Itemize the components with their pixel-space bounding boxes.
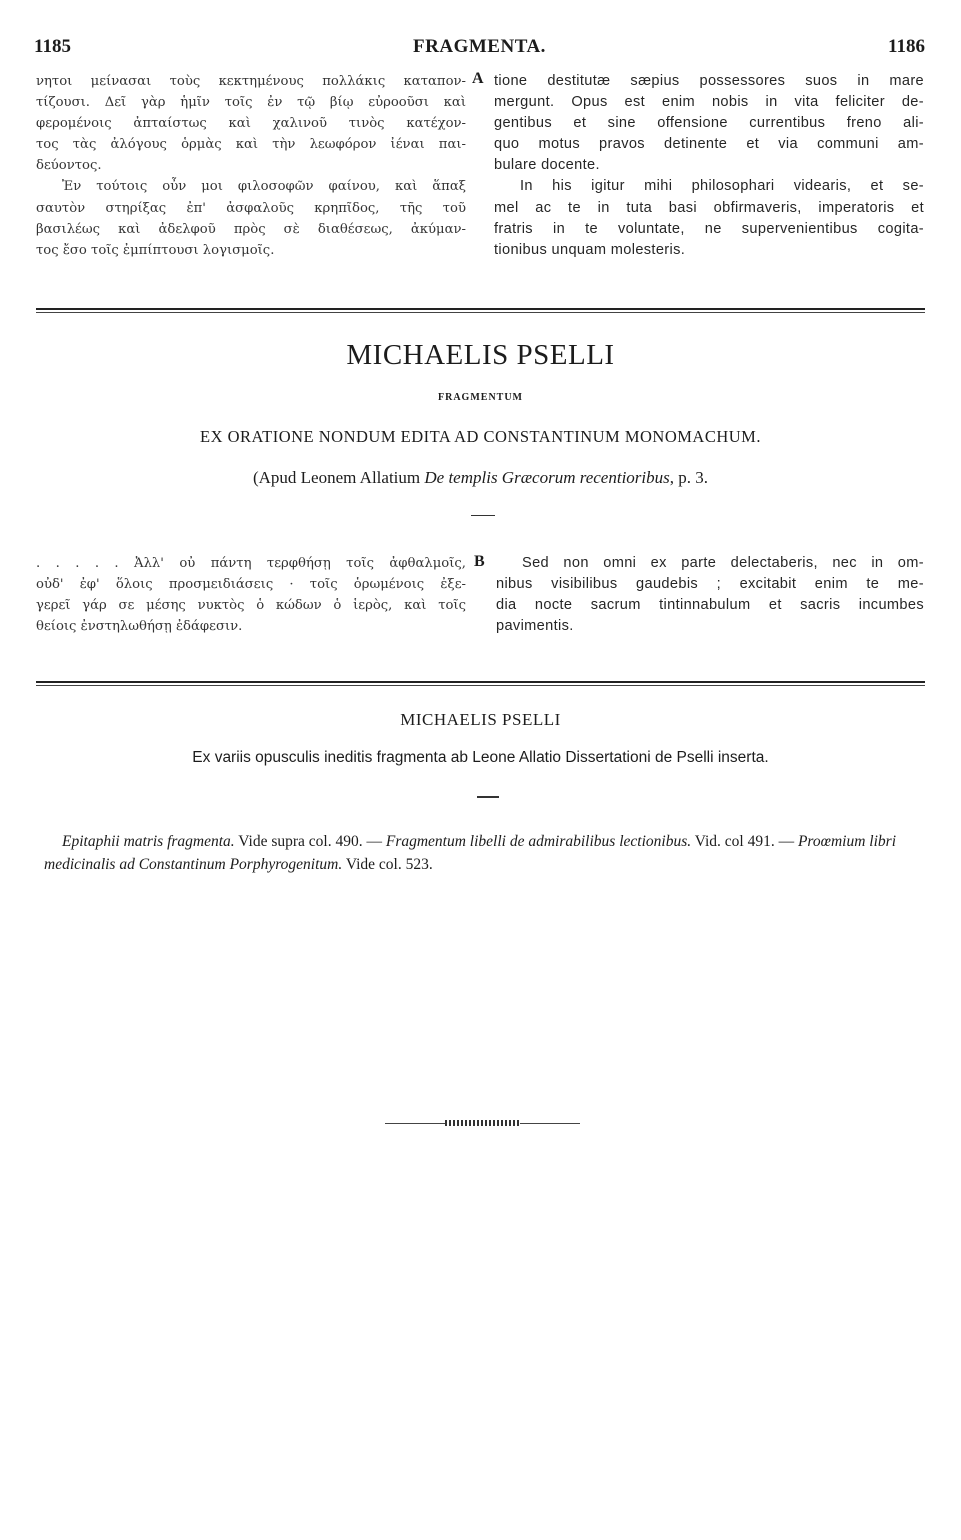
ref-text: Vide col. 523. xyxy=(342,856,433,873)
column-number-left: 1185 xyxy=(34,36,71,57)
ornament-flourish xyxy=(445,1120,520,1126)
column-number-right: 1186 xyxy=(888,36,925,57)
citation-title: De templis Græcorum recentioribus xyxy=(424,468,670,487)
section-title-2: MICHAELIS PSELLI xyxy=(400,710,561,729)
margin-marker-a: A xyxy=(472,70,484,87)
short-dash xyxy=(477,796,499,798)
running-title: FRAGMENTA. xyxy=(413,36,546,57)
ref-text: Vide supra col. 490. — xyxy=(234,833,386,850)
latin-text-section1 xyxy=(494,71,924,261)
greek-line: θείοις ἐνστηλωθήσῃ ἐδάφεσιν. xyxy=(36,619,243,635)
latin-line: quo motus pravos detinente et via communi am- xyxy=(494,136,924,153)
short-dash xyxy=(471,515,495,516)
greek-text-section2 xyxy=(36,553,466,637)
latin-line: Sed non omni ex parte delectaberis, nec in om- xyxy=(522,555,924,571)
greek-line: νητοι μείνασαι τοὺς κεκτημένους πολλάκις καταπον- xyxy=(36,74,466,89)
greek-line: σαυτὸν στηρίξας ἐπ' ἀσφαλοῦς κρηπῖδος, τῆς τοῦ xyxy=(36,200,466,216)
latin-line: tionibus unquam molesteris. xyxy=(494,241,686,258)
greek-line: γερεῖ γάρ σε μέσης νυκτὸς ὁ κώδων ὁ ἱερὸς, καὶ τοῖς xyxy=(36,598,466,614)
greek-line: δεύοντος. xyxy=(36,158,102,174)
greek-line: φερομένοις ἀπταίστως καὶ χαλινοῦ τινὸς κατέχον- xyxy=(36,116,466,132)
divider-line xyxy=(36,308,925,310)
divider-line xyxy=(36,681,925,683)
cross-references xyxy=(44,830,925,876)
margin-marker-b: B xyxy=(474,553,485,570)
page-header xyxy=(34,36,925,60)
latin-line: dia nocte sacrum tintinnabulum et sacris incumbes xyxy=(496,597,924,614)
latin-line: gentibus et sine offensione currentibus freno ali- xyxy=(494,115,924,132)
divider-line xyxy=(36,685,925,686)
divider-line xyxy=(36,312,925,313)
greek-line: βασιλέως καὶ ἀδελφοῦ πρὸς σὲ διαθέσεως, ἀκύμαν- xyxy=(36,221,466,237)
end-ornament xyxy=(385,1119,580,1127)
latin-line: fratris in te voluntate, ne supervenientibus cogita- xyxy=(494,220,924,237)
latin-line: pavimentis. xyxy=(496,618,574,635)
greek-line: . . . . . Ἀλλ' οὐ πάντη τερφθήσῃ τοῖς ἀφθαλμοῖς, xyxy=(36,556,466,571)
ref-text: Vid. col 491. — xyxy=(691,833,798,850)
section-title: MICHAELIS PSELLI xyxy=(346,339,615,371)
ref-title: Epitaphii matris fragmenta. xyxy=(62,833,235,850)
greek-line: οὐδ' ἐφ' ὅλοις προσμειδιάσεις · τοῖς ὁρωμένοις ἐξε- xyxy=(36,577,466,593)
ref-title: Fragmentum libelli de admirabilibus lectionibus. xyxy=(385,833,692,850)
oration-heading: EX ORATIONE NONDUM EDITA AD CONSTANTINUM MONOMACHUM. xyxy=(200,427,761,446)
latin-line: bulare docente. xyxy=(494,157,600,174)
latin-line: In his igitur mihi philosophari videaris, et se- xyxy=(520,178,924,195)
section-subtitle: FRAGMENTUM xyxy=(438,392,523,403)
latin-line: mel ac te in tuta basi obfirmaveris, imperatoris et xyxy=(494,199,924,216)
section-subtitle-2: Ex variis opusculis ineditis fragmenta ab Leone Allatio Dissertationi de Pselli inserta. xyxy=(192,749,769,766)
greek-line: τος ἔσο τοῖς ἐμπίπτουσι λογισμοῖς. xyxy=(36,242,275,258)
source-citation xyxy=(0,468,961,488)
greek-text-section1 xyxy=(36,71,466,261)
ref-title: Proœmium libri medicinalis ad Constantinum Porphyrogenitum. xyxy=(44,833,897,873)
greek-line: τος τὰς ἀλόγους ὁρμὰς καὶ τὴν λεωφόρον ἰέναι παι- xyxy=(36,137,466,153)
citation-suffix: , p. 3. xyxy=(669,468,708,487)
ref-indent xyxy=(44,833,62,850)
latin-line: nibus visibilibus gaudebis ; excitabit enim te me- xyxy=(496,576,924,593)
latin-line: mergunt. Opus est enim nobis in vita feliciter de- xyxy=(494,94,924,111)
greek-line: Ἐν τούτοις οὖν μοι φιλοσοφῶν φαίνου, καὶ ἅπαξ xyxy=(62,179,466,195)
greek-line: τίζουσι. Δεῖ γὰρ ἡμῖν τοῖς ἐν τῷ βίῳ εὐροοῦσι καὶ xyxy=(36,95,466,111)
citation-prefix: (Apud Leonem Allatium xyxy=(252,468,425,487)
latin-line: tione destitutæ sæpius possessores suos in mare xyxy=(494,73,924,89)
latin-text-section2 xyxy=(496,553,924,637)
